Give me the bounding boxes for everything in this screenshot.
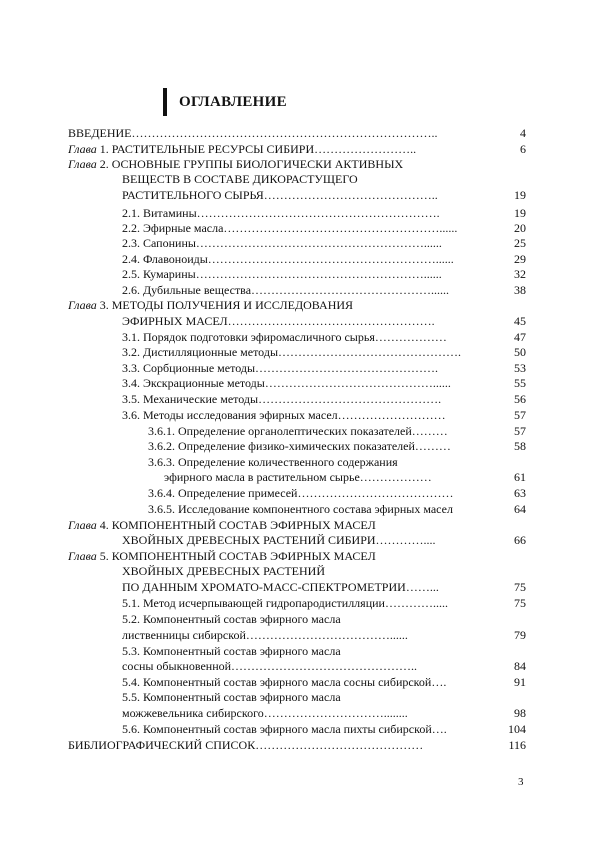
toc-entry-title: 5. КОМПОНЕНТНЫЙ СОСТАВ ЭФИРНЫХ МАСЕЛ	[96, 549, 376, 563]
toc-entry-title: 3.6.2. Определение физико-химических показателей………	[148, 439, 451, 453]
toc-entry-text	[122, 252, 498, 267]
toc-entry-text	[122, 580, 498, 595]
toc-entry-page: 38	[514, 283, 526, 297]
toc-entry-page: 91	[514, 675, 526, 689]
toc-entry-text	[122, 659, 498, 674]
toc-entry-text	[122, 330, 498, 345]
toc-entry-page: 32	[514, 267, 526, 281]
toc-entry-page: 29	[514, 252, 526, 266]
toc-entry-title: 5.5. Компонентный состав эфирного масла	[122, 690, 341, 704]
toc-entry-page: 104	[508, 722, 526, 736]
toc-entry-page: 45	[514, 314, 526, 328]
chapter-prefix: Глава	[68, 549, 97, 563]
toc-entry-title: ВЕЩЕСТВ В СОСТАВЕ ДИКОРАСТУЩЕГО	[122, 172, 358, 186]
toc-entry-page: 19	[514, 206, 526, 220]
toc-entry-title: 3.6.1. Определение органолептических показателей………	[148, 424, 448, 438]
toc-entry-page: 57	[514, 424, 526, 438]
toc-entry-title: 5.2. Компонентный состав эфирного масла	[122, 612, 341, 626]
toc-entry-text	[122, 361, 498, 376]
toc-entry-page: 58	[514, 439, 526, 453]
toc-entry-page: 66	[514, 533, 526, 547]
toc-entry-text	[68, 157, 498, 172]
toc-entry-page: 75	[514, 596, 526, 610]
toc-entry-text	[122, 283, 498, 298]
toc-entry-text	[148, 502, 498, 517]
toc-entry-title: 2.3. Сапонины…………………………………………………......	[122, 236, 442, 250]
toc-entry-text	[148, 486, 498, 501]
toc-entry-text	[122, 596, 498, 611]
toc-entry-text	[122, 533, 498, 548]
toc-entry-text	[122, 221, 498, 236]
toc-entry-title: 3.3. Сорбционные методы……………………………………….	[122, 361, 439, 375]
toc-entry-text	[122, 206, 498, 221]
toc-entry-text	[68, 142, 498, 157]
toc-entry-title: 1. РАСТИТЕЛЬНЫЕ РЕСУРСЫ СИБИРИ……………………..	[96, 142, 417, 156]
toc-entry-text	[122, 722, 498, 737]
toc-entry-text	[122, 690, 498, 705]
toc-entry-text	[122, 188, 498, 203]
toc-entry-page: 47	[514, 330, 526, 344]
toc-entry-text	[122, 408, 498, 423]
toc-entry-page: 64	[514, 502, 526, 516]
toc-entry-title: ПО ДАННЫМ ХРОМАТО-МАСС-СПЕКТРОМЕТРИИ……...	[122, 580, 439, 594]
toc-entry-text	[148, 424, 498, 439]
toc-entry-title: 3.2. Дистилляционные методы……………………………………….	[122, 345, 461, 359]
toc-entry-text	[68, 298, 498, 313]
toc-entry-title: 5.4. Компонентный состав эфирного масла сосны сибирской….	[122, 675, 447, 689]
toc-entry-text	[122, 314, 498, 329]
toc-entry-page: 6	[520, 142, 526, 156]
toc-entry-page: 57	[514, 408, 526, 422]
toc-entry-page: 116	[508, 738, 526, 752]
toc-entry-title: можжевельника сибирского…………………………........	[122, 706, 408, 720]
toc-entry-title: сосны обыкновенной………………………………………..	[122, 659, 418, 673]
toc-entry-title: 5.3. Компонентный состав эфирного масла	[122, 644, 341, 658]
toc-entry-text	[164, 470, 498, 485]
toc-entry-title: ЭФИРНЫХ МАСЕЛ…………………………………………….	[122, 314, 435, 328]
toc-entry-title: 5.6. Компонентный состав эфирного масла пихты сибирской….	[122, 722, 447, 736]
toc-entry-title: эфирного масла в растительном сырье………………	[164, 470, 432, 484]
toc-entry-title: 5.1. Метод исчерпывающей гидропародистилляции………….....	[122, 596, 448, 610]
toc-entry-title: 4. КОМПОНЕНТНЫЙ СОСТАВ ЭФИРНЫХ МАСЕЛ	[96, 518, 376, 532]
toc-entry-page: 25	[514, 236, 526, 250]
toc-entry-page: 75	[514, 580, 526, 594]
toc-entry-text	[122, 376, 498, 391]
toc-entry-title: 2.6. Дубильные вещества………………………………………......	[122, 283, 450, 297]
toc-entry-page: 98	[514, 706, 526, 720]
toc-entry-text	[122, 612, 498, 627]
toc-entry-text	[122, 706, 498, 721]
chapter-prefix: Глава	[68, 142, 97, 156]
toc-entry-title: БИБЛИОГРАФИЧЕСКИЙ СПИСОК……………………………………	[68, 738, 424, 752]
chapter-prefix: Глава	[68, 298, 97, 312]
toc-entry-text	[122, 392, 498, 407]
toc-entry-page: 56	[514, 392, 526, 406]
toc-entry-title: 2.5. Кумарины…………………………………………………......	[122, 267, 442, 281]
toc-entry-title: 2.2. Эфирные масла………………………………………………......	[122, 221, 458, 235]
toc-entry-text	[68, 738, 498, 753]
toc-entry-title: 3.6.5. Исследование компонентного состава эфирных масел	[148, 502, 453, 516]
toc-entry-page: 84	[514, 659, 526, 673]
toc-entry-page: 79	[514, 628, 526, 642]
toc-entry-text	[68, 549, 498, 564]
toc-entry-text	[148, 439, 498, 454]
toc-entry-title: 3.6.4. Определение примесей…………………………………	[148, 486, 454, 500]
toc-entry-title: 2.1. Витамины…………………………………………………….	[122, 206, 440, 220]
toc-entry-title: 3.6.3. Определение количественного содержания	[148, 455, 398, 469]
toc-entry-page: 63	[514, 486, 526, 500]
toc-entry-title: 3.5. Механические методы……………………………………….	[122, 392, 442, 406]
toc-entry-title: ВВЕДЕНИЕ…………………………………………………………………..	[68, 126, 438, 140]
toc-entry-title: 3.1. Порядок подготовки эфиромасличного сырья………………	[122, 330, 447, 344]
toc-entry-text	[122, 172, 498, 187]
chapter-prefix: Глава	[68, 157, 97, 171]
heading-title: ОГЛАВЛЕНИЕ	[179, 93, 287, 110]
toc-entry-page: 4	[520, 126, 526, 140]
toc-entry-page: 61	[514, 470, 526, 484]
toc-entry-title: ХВОЙНЫХ ДРЕВЕСНЫХ РАСТЕНИЙ СИБИРИ…………....	[122, 533, 436, 547]
toc-entry-title: ХВОЙНЫХ ДРЕВЕСНЫХ РАСТЕНИЙ	[122, 564, 325, 578]
toc-entry-text	[148, 455, 498, 470]
toc-entry-text	[122, 644, 498, 659]
toc-entry-page: 50	[514, 345, 526, 359]
toc-entry-page: 55	[514, 376, 526, 390]
toc-entry-text	[68, 126, 498, 141]
toc-entry-text	[68, 518, 498, 533]
toc-entry-title: 3. МЕТОДЫ ПОЛУЧЕНИЯ И ИССЛЕДОВАНИЯ	[96, 298, 354, 312]
toc-entry-page: 20	[514, 221, 526, 235]
toc-entry-title: лиственницы сибирской………………………………......	[122, 628, 408, 642]
toc-entry-text	[122, 267, 498, 282]
toc-entry-text	[122, 236, 498, 251]
toc-entry-title: 2. ОСНОВНЫЕ ГРУППЫ БИОЛОГИЧЕСКИ АКТИВНЫХ	[96, 157, 404, 171]
toc-entry-title: 3.6. Методы исследования эфирных масел………………………	[122, 408, 446, 422]
toc-entry-text	[122, 564, 498, 579]
toc-entry-text	[122, 675, 498, 690]
toc-entry-page: 19	[514, 188, 526, 202]
toc-entry-text	[122, 628, 498, 643]
toc-entry-title: 2.4. Флавоноиды…………………………………………………......	[122, 252, 454, 266]
toc-entry-text	[122, 345, 498, 360]
toc-entry-title: 3.4. Экскрационные методы……………………………………......	[122, 376, 451, 390]
page-number: 3	[518, 776, 524, 788]
toc-entry-title: РАСТИТЕЛЬНОГО СЫРЬЯ……………………………………..	[122, 188, 438, 202]
chapter-prefix: Глава	[68, 518, 97, 532]
toc-entry-page: 53	[514, 361, 526, 375]
